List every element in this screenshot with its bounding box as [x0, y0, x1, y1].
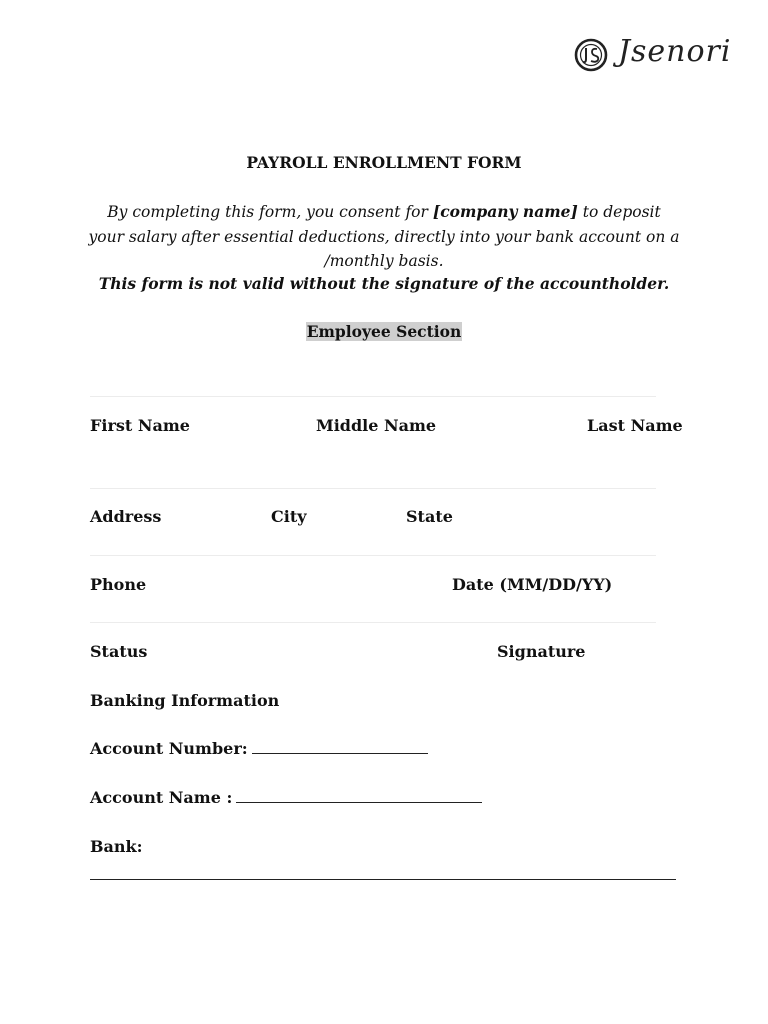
bank-blank[interactable]	[90, 879, 676, 880]
signature-label: Signature	[497, 642, 586, 661]
account-number-label: Account Number:	[90, 739, 248, 758]
state-label: State	[406, 507, 453, 526]
brand-name: Jsenori	[618, 34, 732, 69]
last-name-label: Last Name	[587, 416, 683, 435]
signature-warning: This form is not valid without the signature of the accountholder.	[98, 274, 670, 293]
first-name-label: First Name	[90, 416, 190, 435]
status-label: Status	[90, 642, 148, 661]
middle-name-label: Middle Name	[316, 416, 437, 435]
section-heading	[0, 322, 768, 341]
phone-label: Phone	[90, 575, 147, 594]
account-number-blank[interactable]	[252, 739, 428, 754]
row-divider	[90, 488, 656, 489]
consent-prefix: By completing this form, you consent for	[107, 203, 433, 221]
city-label: City	[271, 507, 307, 526]
banking-heading: Banking Information	[90, 691, 280, 710]
date-label: Date (MM/DD/YY)	[452, 575, 613, 594]
brand-logo	[574, 34, 732, 76]
employee-section-title: Employee Section	[306, 322, 462, 341]
form-title: PAYROLL ENROLLMENT FORM	[246, 153, 522, 172]
address-label: Address	[90, 507, 162, 526]
account-name-blank[interactable]	[236, 788, 482, 803]
account-name-row	[90, 788, 482, 807]
bank-label: Bank:	[90, 837, 143, 856]
js-monogram-icon	[574, 38, 608, 72]
company-name-placeholder: [company name]	[432, 202, 578, 221]
row-divider	[90, 622, 656, 623]
consent-suffix: to deposit your salary after essential deductions, directly into your bank account on a /monthly basis.	[88, 203, 680, 270]
account-number-row	[90, 739, 428, 758]
row-divider	[90, 555, 656, 556]
account-name-label: Account Name :	[90, 788, 233, 807]
consent-paragraph	[88, 200, 680, 274]
row-divider	[90, 396, 656, 397]
